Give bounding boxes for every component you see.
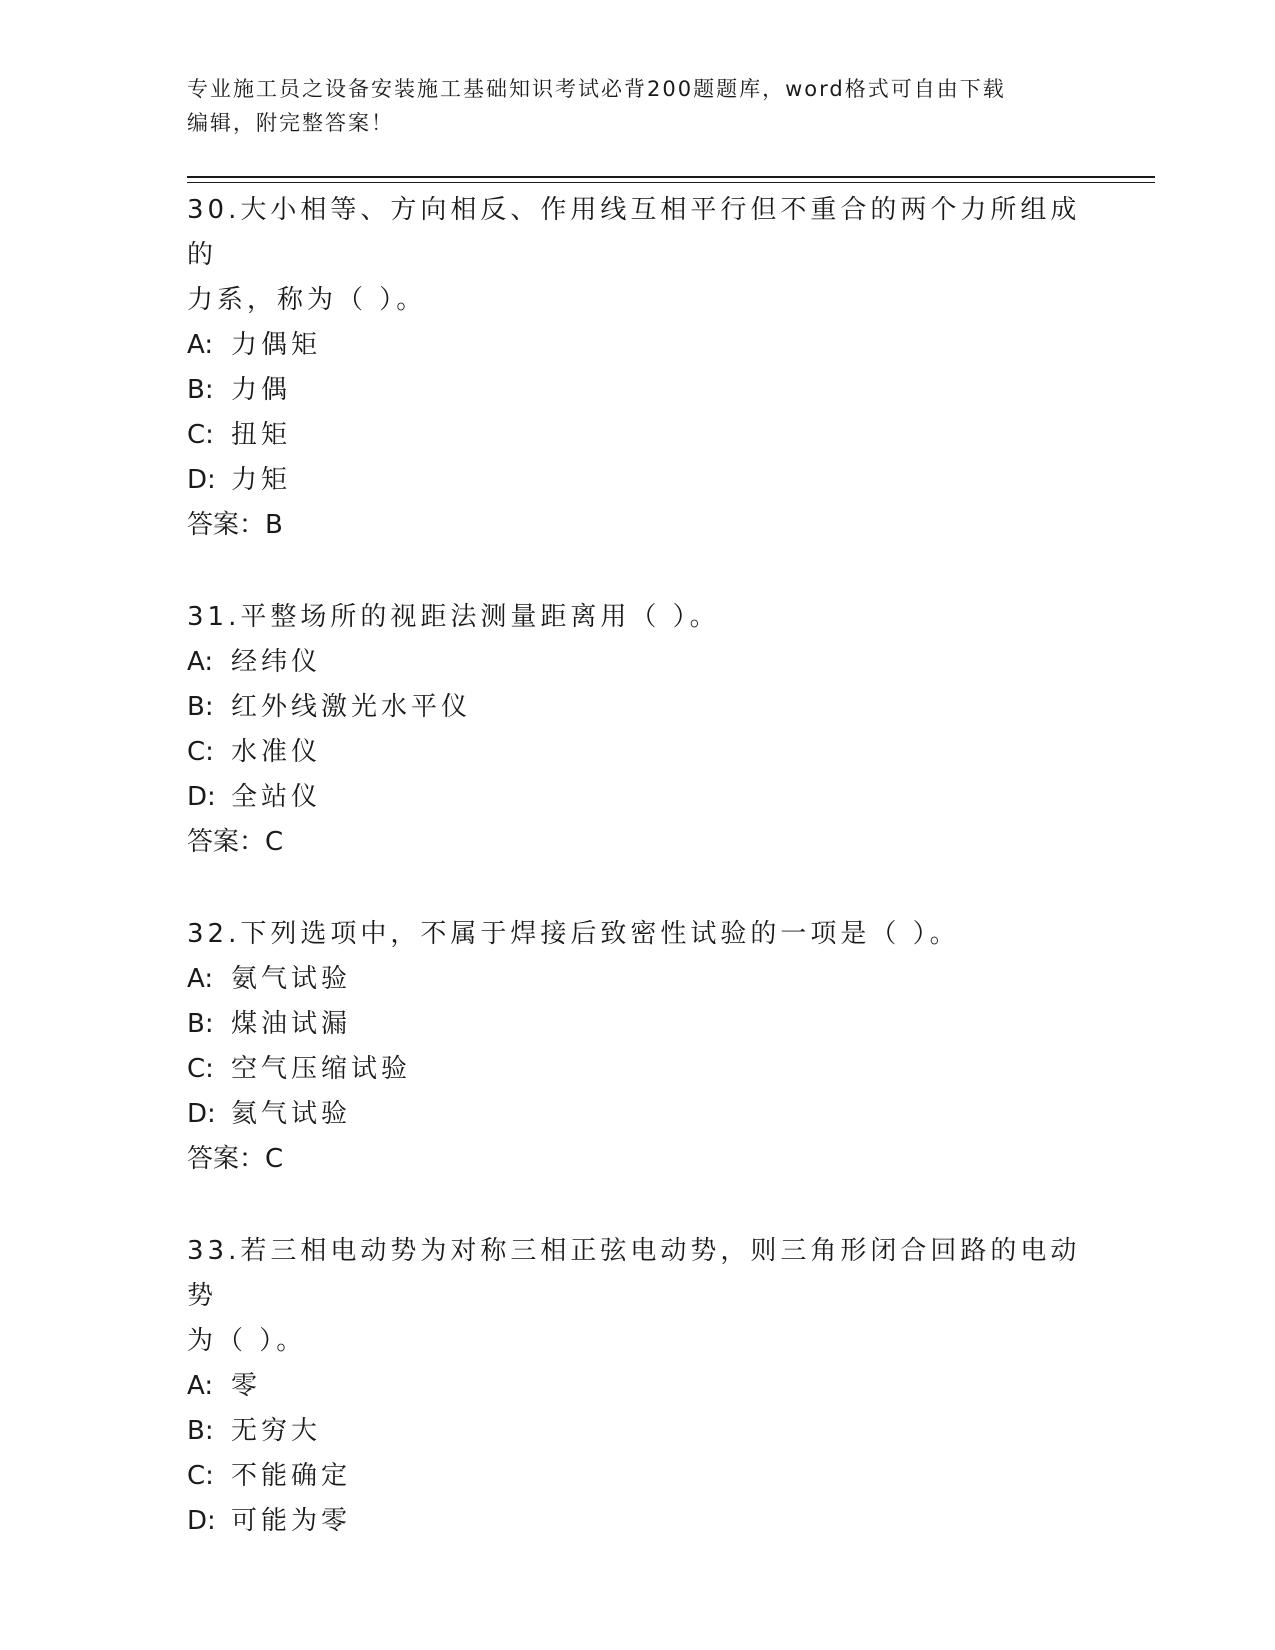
option-text: 空气压缩试验 — [231, 1054, 412, 1084]
option-text: 氨气试验 — [231, 964, 352, 994]
option-key: C: — [187, 1054, 214, 1084]
option-d — [187, 775, 1107, 820]
option-key: B: — [187, 692, 214, 722]
option-text: 扭矩 — [231, 420, 292, 450]
option-key: B: — [187, 375, 214, 405]
option-key: C: — [187, 420, 214, 450]
answer: 答案：C — [187, 827, 284, 857]
option-text: 不能确定 — [231, 1461, 352, 1491]
header-line-2: 编辑，附完整答案！ — [187, 111, 394, 135]
option-text: 全站仪 — [231, 782, 322, 812]
answer: 答案：B — [187, 510, 283, 540]
option-d — [187, 458, 1107, 503]
question-33 — [187, 1229, 1107, 1544]
option-key: A: — [187, 964, 214, 994]
option-a — [187, 957, 1107, 1002]
option-text: 无穷大 — [231, 1416, 322, 1446]
question-stem-continued: 力系，称为（ ）。 — [187, 285, 427, 315]
option-key: D: — [187, 465, 216, 495]
option-text: 经纬仪 — [231, 647, 322, 677]
option-key: C: — [187, 737, 214, 767]
question-30 — [187, 188, 1107, 548]
option-a — [187, 1364, 1107, 1409]
option-text: 水准仪 — [231, 737, 322, 767]
option-text: 力偶矩 — [231, 330, 322, 360]
option-text: 煤油试漏 — [231, 1009, 352, 1039]
option-c — [187, 413, 1107, 458]
option-text: 红外线激光水平仪 — [231, 692, 472, 722]
header-divider-thin — [187, 182, 1155, 183]
option-key: A: — [187, 330, 214, 360]
question-stem: 31.平整场所的视距法测量距离用（ ）。 — [187, 602, 720, 632]
question-stem: 33.若三相电动势为对称三相正弦电动势，则三角形闭合回路的电动势 — [187, 1236, 1081, 1311]
question-spacer — [187, 1182, 1107, 1229]
option-d — [187, 1499, 1107, 1544]
question-list — [187, 188, 1107, 1544]
question-32 — [187, 912, 1107, 1182]
option-key: D: — [187, 782, 216, 812]
option-text: 力偶 — [231, 375, 292, 405]
option-a — [187, 640, 1107, 685]
option-text: 零 — [231, 1371, 262, 1401]
option-text: 氦气试验 — [231, 1099, 352, 1129]
option-key: C: — [187, 1461, 214, 1491]
question-stem: 32.下列选项中，不属于焊接后致密性试验的一项是（ ）。 — [187, 919, 960, 949]
option-b — [187, 1002, 1107, 1047]
header-divider-thick — [187, 176, 1155, 178]
option-key: A: — [187, 1371, 214, 1401]
option-key: D: — [187, 1506, 216, 1536]
question-spacer — [187, 865, 1107, 912]
option-b — [187, 1409, 1107, 1454]
option-b — [187, 368, 1107, 413]
option-d — [187, 1092, 1107, 1137]
option-text: 可能为零 — [231, 1506, 352, 1536]
option-c — [187, 730, 1107, 775]
answer: 答案：C — [187, 1144, 284, 1174]
option-key: D: — [187, 1099, 216, 1129]
option-key: B: — [187, 1009, 214, 1039]
question-spacer — [187, 548, 1107, 595]
document-header — [187, 72, 1087, 140]
question-stem: 30.大小相等、方向相反、作用线互相平行但不重合的两个力所组成的 — [187, 195, 1081, 270]
option-key: A: — [187, 647, 214, 677]
option-a — [187, 323, 1107, 368]
option-text: 力矩 — [231, 465, 292, 495]
option-key: B: — [187, 1416, 214, 1446]
header-line-1: 专业施工员之设备安装施工基础知识考试必背200题题库，word格式可自由下载 — [187, 77, 1006, 101]
option-c — [187, 1454, 1107, 1499]
question-stem-continued: 为（ ）。 — [187, 1326, 307, 1356]
option-b — [187, 685, 1107, 730]
question-31 — [187, 595, 1107, 865]
option-c — [187, 1047, 1107, 1092]
